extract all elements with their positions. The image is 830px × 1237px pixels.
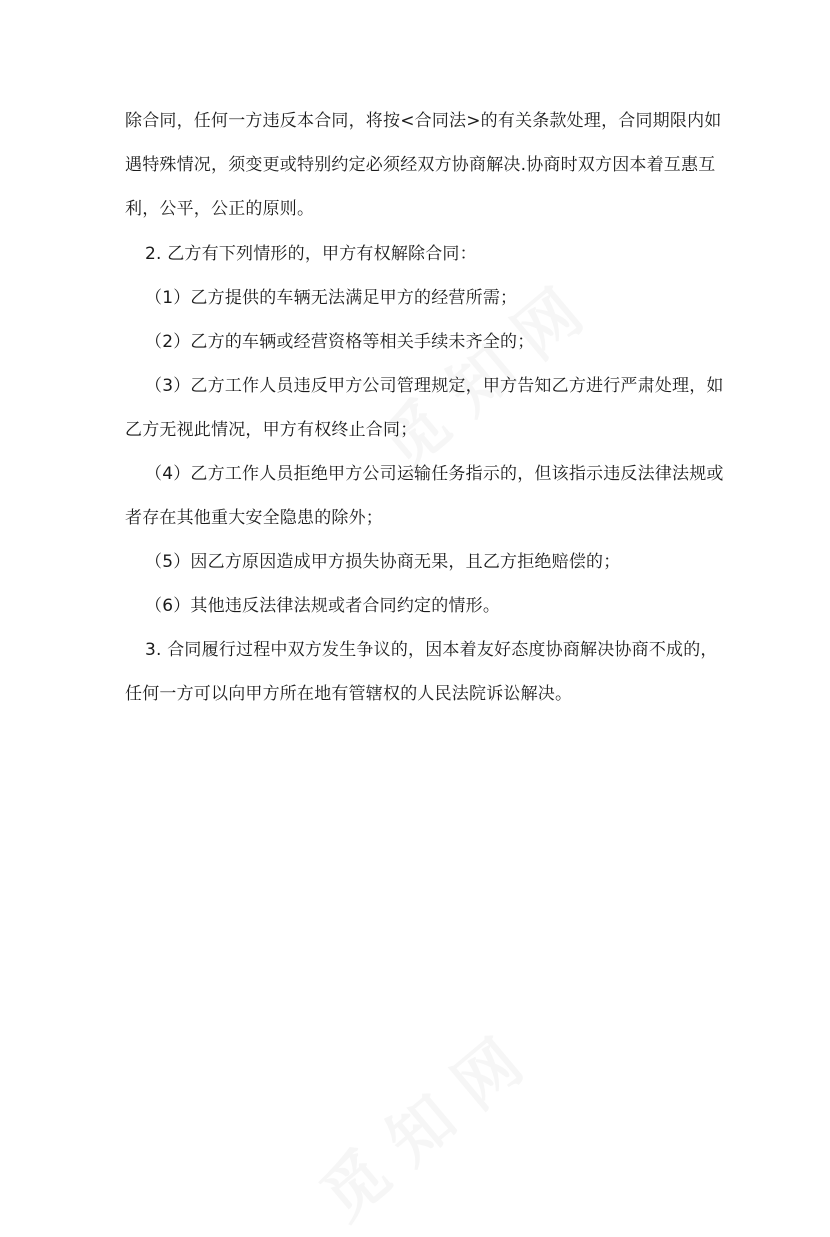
- paragraph-line: 利，公平，公正的原则。: [125, 199, 315, 219]
- list-item: （4）乙方工作人员拒绝甲方公司运输任务指示的，但该指示违反法律法规或: [145, 464, 724, 484]
- list-item: （2）乙方的车辆或经营资格等相关手续未齐全的；: [145, 332, 535, 352]
- list-item: （6）其他违反法律法规或者合同约定的情形。: [145, 596, 501, 616]
- list-item: （3）乙方工作人员违反甲方公司管理规定，甲方告知乙方进行严肃处理，如: [145, 376, 724, 396]
- paragraph-line: 除合同，任何一方违反本合同，将按<合同法>的有关条款处理，合同期限内如: [125, 111, 722, 131]
- watermark: [298, 1015, 538, 1237]
- list-item-continuation: 者存在其他重大安全隐患的除外；: [125, 508, 383, 528]
- clause-heading: 3. 合同履行过程中双方发生争议的，因本着友好态度协商解决协商不成的，: [145, 640, 718, 660]
- list-item: （5）因乙方原因造成甲方损失协商无果，且乙方拒绝赔偿的；: [145, 552, 621, 572]
- paragraph-line: 任何一方可以向甲方所在地有管辖权的人民法院诉讼解决。: [125, 684, 573, 704]
- list-item-continuation: 乙方无视此情况，甲方有权终止合同；: [125, 420, 418, 440]
- clause-heading: 2. 乙方有下列情形的，甲方有权解除合同：: [145, 244, 477, 264]
- list-item: （1）乙方提供的车辆无法满足甲方的经营所需；: [145, 288, 518, 308]
- paragraph-line: 遇特殊情况，须变更或特别约定必须经双方协商解决.协商时双方因本着互惠互: [125, 155, 716, 175]
